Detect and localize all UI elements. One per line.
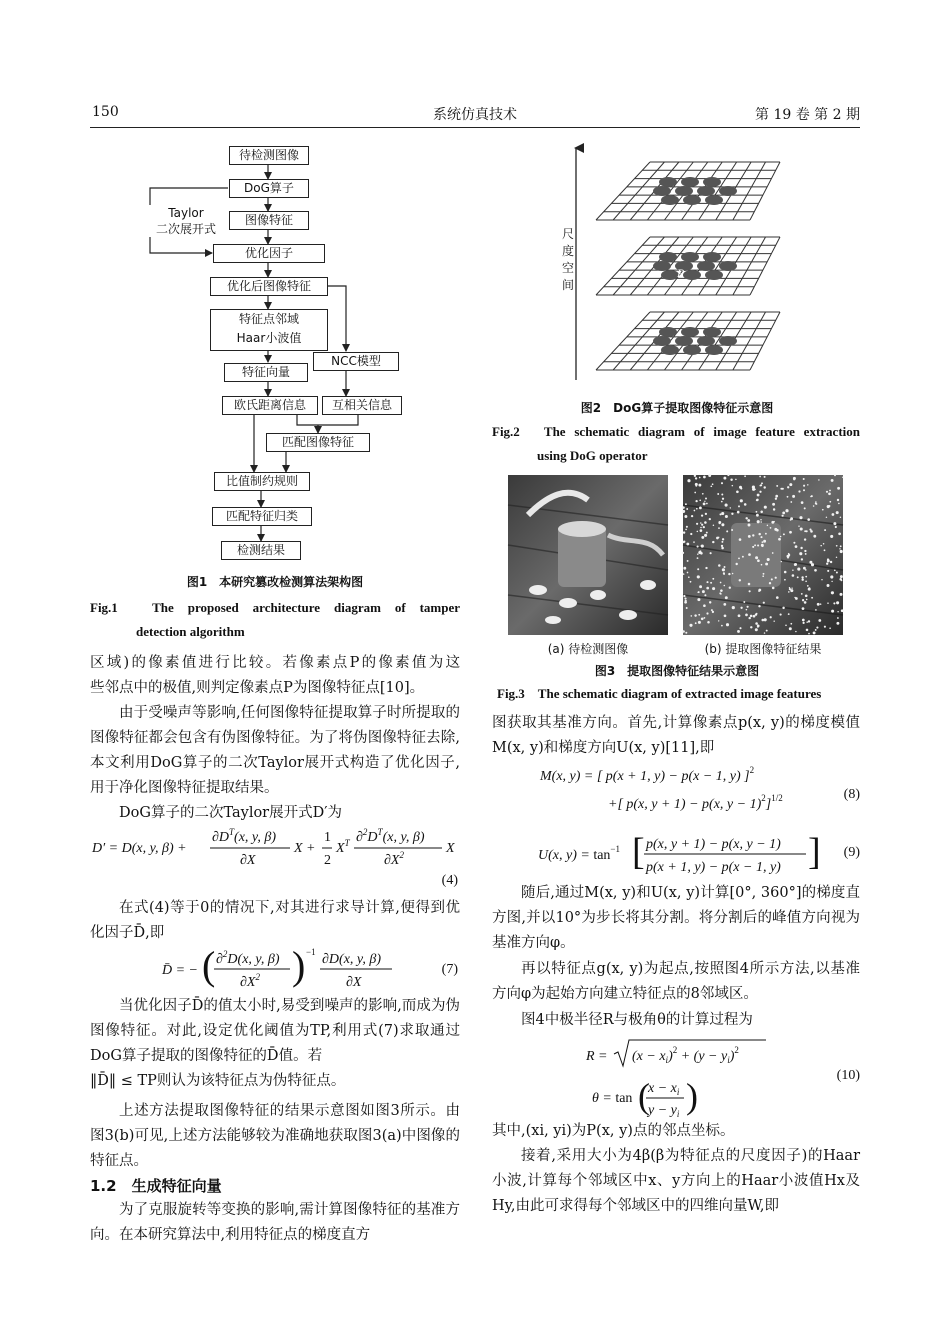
svg-text:∂2D(x, y, β): ∂$^2$D(x, y, β)	[216, 949, 280, 967]
feature-blob	[661, 345, 679, 355]
flow-box-haar	[210, 309, 328, 351]
flow-box-feature: 图像特征	[229, 211, 309, 230]
flow-box-haar-line1: 特征点邻域	[238, 312, 299, 326]
svg-text:(x − xi)2 + (y − yi)2: $(x - x_i)^2 + (y - y_i)^2$	[632, 1045, 739, 1065]
flow-box-mutual: 互相关信息	[322, 396, 402, 415]
scale-axis-label	[560, 226, 576, 294]
svg-text:∂2DT(x, y, β): $\partial^2D^T(x$, y, β)	[356, 827, 425, 845]
equation-7	[160, 945, 460, 1001]
equation-9-number: (9)	[843, 845, 860, 860]
svg-text:X: X	[446, 841, 455, 856]
svg-text:R =: R =	[586, 1049, 608, 1064]
right-paragraph-1: 图获取其基准方向。首先,计算像素点p(x, y)的梯度模值M(x, y)和梯度方向U(x, y)[11],即	[492, 715, 860, 756]
taylor-label-line1: Taylor	[168, 206, 204, 220]
feature-blob	[683, 195, 701, 205]
equation-4	[90, 823, 470, 883]
figure-2-caption-en-line2: using DoG operator	[537, 448, 648, 463]
svg-text:M(x, y) = [ p(x + 1, y) − p(x: M(x, y) = [ p(x + 1, y) − p(x − 1, y) ]$^2$	[540, 765, 755, 784]
issue-label: 第 19 卷 第 2 期	[755, 107, 860, 123]
svg-text:∂X2: $\partial X^2$	[240, 972, 260, 990]
left-p1-line2: 些邻点中的极值,则判定像素点P为图像特征点[10]。	[90, 680, 425, 696]
svg-text:1: 1	[324, 830, 331, 845]
svg-text:θ = tan: θ = tan	[592, 1091, 633, 1106]
flow-box-ratio: 比值制约规则	[214, 472, 310, 491]
flow-box-vector: 特征向量	[224, 363, 308, 382]
feature-blob	[719, 261, 737, 271]
feature-blob	[659, 252, 677, 262]
feature-blob	[681, 327, 699, 337]
svg-text:−1: −1	[306, 947, 316, 957]
feature-blob	[719, 186, 737, 196]
svg-text:p(x + 1, y) − p(x − 1, y): p(x + 1, y) − p(x − 1, y)	[646, 860, 781, 875]
svg-text:X +: X +	[294, 841, 316, 856]
flow-box-ncc: NCC模型	[313, 352, 399, 371]
equation-7-number: (7)	[441, 962, 458, 977]
figure-3a-label: (a) 待检测图像	[547, 642, 629, 656]
feature-blob	[697, 336, 715, 346]
flow-box-input: 待检测图像	[229, 146, 309, 165]
figure-3-caption-cn: 图3 提取图像特征结果示意图	[594, 664, 760, 678]
feature-blob	[681, 252, 699, 262]
equation-8-number: (8)	[843, 787, 860, 802]
figure-3-caption-en: Fig.3 The schematic diagram of extracted image features	[497, 686, 822, 701]
equation-10-number: (10)	[836, 1068, 860, 1083]
left-paragraph-3: DoG算子的二次Taylor展开式D′为	[119, 805, 343, 821]
equation-10	[586, 1036, 846, 1124]
feature-blob	[681, 177, 699, 187]
svg-text:[: [	[632, 831, 645, 873]
equation-8	[538, 762, 838, 820]
flow-box-optimized: 优化后图像特征	[210, 277, 328, 296]
feature-blob	[703, 252, 721, 262]
flow-box-result: 检测结果	[221, 541, 301, 560]
flow-box-classify: 匹配特征归类	[212, 507, 312, 526]
flow-box-haar-line2: Haar小波值	[236, 331, 302, 345]
feature-blob	[697, 261, 715, 271]
right-paragraph-6: 接着,采用大小为4β(β为特征点的尺度因子)的Haar小波,计算每个邻域区中x、y方向上的Haar小波值Hx及Hy,由此可求得每个邻域区中的四维向量W,即	[492, 1148, 860, 1214]
feature-blob	[653, 336, 671, 346]
feature-blob	[659, 327, 677, 337]
svg-text:): )	[686, 1076, 698, 1116]
svg-text:+[ p(x, y + 1) − p(x, y − 1)2]: +[ p(x, y + 1) − p(x, y − 1)$^2$]$^{1/2}$	[608, 793, 783, 812]
svg-text:∂X2: $\partial X^2$	[384, 850, 404, 868]
point-p-label: P	[677, 266, 685, 280]
svg-text:∂X: ∂X	[346, 975, 362, 990]
left-paragraph-4: 在式(4)等于0的情况下,对其进行求导计算,便得到优化因子D̄,即	[90, 900, 460, 941]
scale-axis-char-1: 尺	[561, 227, 574, 241]
flow-box-match: 匹配图像特征	[266, 433, 370, 452]
feature-blob	[675, 186, 693, 196]
svg-text:∂D(x, y, β): ∂D(x, y, β)	[322, 952, 381, 967]
left-paragraph-2: 由于受噪声等影响,任何图像特征提取算子时所提取的图像特征都会包含有伪图像特征。为了将伪图像特征去除,本文利用DoG算子的二次Taylor展开式构造了优化因子,用于净化图像特征提取结果。	[90, 705, 460, 796]
svg-text:(: (	[202, 943, 216, 988]
taylor-label-line2: 二次展开式	[155, 222, 216, 236]
journal-name: 系统仿真技术	[433, 107, 517, 123]
svg-text:x − xi: $x - x_i$	[648, 1081, 680, 1097]
feature-blob	[683, 270, 701, 280]
equation-4-number: (4)	[441, 873, 458, 888]
figure-1-caption-en-line1: Fig.1 The proposed architecture diagram of tamper	[90, 600, 460, 615]
svg-text:]: ]	[808, 831, 821, 873]
feature-blob	[683, 345, 701, 355]
right-paragraph-5: 其中,(xi, yi)为P(x, y)点的邻点坐标。	[492, 1123, 735, 1139]
photo-feature-result	[683, 475, 843, 635]
feature-blob	[705, 270, 723, 280]
scale-axis-char-4: 间	[561, 278, 574, 292]
left-paragraph-5: 当优化因子D̄的值太小时,易受到噪声的影响,而成为伪图像特征。对此,设定优化阈值为TP,利用式(7)求取通过DoG算子提取的图像特征的D̄值。若	[90, 998, 460, 1064]
scale-axis-char-3: 空	[561, 261, 574, 275]
left-paragraph-6: 上述方法提取图像特征的结果示意图如图3所示。由图3(b)可见,上述方法能够较为准确地获取图3(a)中图像的特征点。	[90, 1103, 460, 1169]
feature-blob	[705, 345, 723, 355]
photo-input-image	[508, 475, 668, 635]
feature-blob	[705, 195, 723, 205]
svg-text:y − yi: $y - y_i$	[648, 1103, 680, 1119]
feature-blob	[719, 336, 737, 346]
svg-text:XT: $X^T$	[336, 838, 350, 856]
left-p1-line1: 区域)的像素值进行比较。若像素点P的像素值为这	[90, 655, 460, 671]
svg-text:D′ = D(x, y, β) +: D′ = D(x, y, β) +	[92, 841, 187, 856]
equation-9	[536, 830, 836, 880]
svg-text:D̄ = −: D̄ = −	[162, 963, 199, 978]
svg-text:p(x, y + 1) − p(x, y − 1): p(x, y + 1) − p(x, y − 1)	[646, 837, 781, 852]
feature-blob	[703, 177, 721, 187]
svg-text:(: (	[638, 1076, 650, 1116]
taylor-label	[146, 205, 226, 237]
figure-3b-label: (b) 提取图像特征结果	[704, 642, 822, 656]
flow-box-optimize: 优化因子	[213, 244, 325, 263]
feature-blob	[697, 186, 715, 196]
svg-text:∂DT(x, y, β): $\partial D^T(x$, y, β)	[212, 827, 276, 845]
feature-blob	[653, 261, 671, 271]
svg-text:2: 2	[324, 853, 331, 868]
figure-1-caption-cn: 图1 本研究篡改检测算法架构图	[186, 575, 364, 589]
right-paragraph-4: 图4中极半径R与极角θ的计算过程为	[521, 1012, 753, 1028]
left-paragraph-5-last: ‖D̄‖ ≤ TP则认为该特征点为伪特征点。	[90, 1073, 346, 1089]
section-heading-1-2: 1.2 生成特征向量	[90, 1177, 222, 1195]
svg-text:U(x, y) = tan−1: U(x, $y) = \tan^{-1}$	[538, 844, 620, 863]
flow-box-euclid: 欧氏距离信息	[222, 396, 318, 415]
feature-blob	[661, 195, 679, 205]
flow-box-dog: DoG算子	[229, 179, 309, 198]
scale-space-diagram	[560, 140, 880, 390]
figure-1-caption-en-line2: detection algorithm	[136, 624, 245, 639]
scale-axis-char-2: 度	[561, 244, 574, 258]
svg-text:∂X: ∂X	[240, 853, 256, 868]
left-paragraph-7: 为了克服旋转等变换的影响,需计算图像特征的基准方向。在本研究算法中,利用特征点的梯度直方	[90, 1202, 460, 1243]
feature-blob	[703, 327, 721, 337]
right-paragraph-3: 再以特征点g(x, y)为起点,按照图4所示方法,以基准方向φ为起始方向建立特征点的8邻域区。	[492, 961, 860, 1002]
svg-text:): )	[292, 943, 306, 988]
figure-2-caption-en-line1: Fig.2 The schematic diagram of image feature extraction	[492, 424, 860, 439]
feature-blob	[653, 186, 671, 196]
figure-2-caption-cn: 图2 DoG算子提取图像特征示意图	[580, 401, 774, 415]
page-number: 150	[92, 104, 119, 120]
feature-blob	[659, 177, 677, 187]
right-paragraph-2: 随后,通过M(x, y)和U(x, y)计算[0°, 360°]的梯度直方图,并以10°为步长将其分割。将分割后的峰值方向视为基准方向φ。	[492, 885, 860, 951]
feature-blob	[675, 336, 693, 346]
